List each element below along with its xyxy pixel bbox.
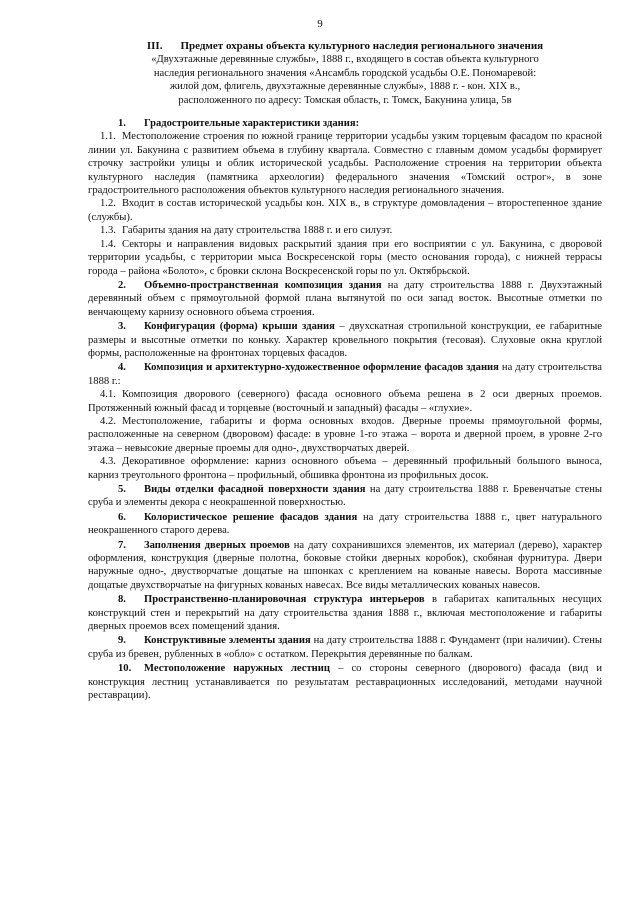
- section-paragraph: [88, 634, 602, 661]
- section-title: Объемно-пространственная композиция здания: [144, 279, 382, 291]
- section-title: Конструктивные элементы здания: [144, 635, 311, 647]
- section-number: 8.: [118, 594, 126, 606]
- subsection-paragraph: [88, 415, 602, 455]
- section-paragraph: [88, 511, 602, 538]
- section-paragraph: [88, 361, 602, 388]
- heading-subtitle-line: «Двухэтажные деревянные службы», 1888 г., входящего в состав объекта культурного: [151, 54, 539, 66]
- section-paragraph: [88, 320, 602, 360]
- section-text: на дату строительства 1888 г., цвет натурального неокрашенного старого дерева.: [88, 511, 602, 537]
- section-title: Пространственно-планировочная структура интерьеров: [144, 594, 425, 606]
- subsection-text: Входит в состав исторической усадьбы кон. XIX в., в структуре домовладения – второстепенное здание (службы).: [88, 198, 602, 223]
- subsection-paragraph: [88, 130, 602, 197]
- subsection-number: 4.2.: [100, 415, 116, 427]
- section-text: – двухскатная стропильной конструкции, ее габаритные размеры и высотные отметки по коньку. Характер кровельного покрытия (тесовая). Слуховые окна круглой формы, расположенные на фронтонах торцевых фасадов.: [88, 321, 602, 359]
- section-text: в габаритах капитальных несущих конструкций стен и перекрытий на дату строительства здания 1888 г., включая местоположение и габариты дверных проемов всех помещений здания.: [88, 594, 602, 633]
- section-paragraph: [88, 593, 602, 633]
- section-number: 3.: [118, 321, 126, 333]
- section-paragraph: [88, 117, 602, 130]
- section-title: Виды отделки фасадной поверхности здания: [144, 484, 366, 495]
- section-number: 5.: [118, 484, 126, 495]
- section-text: на дату строительства 1888 г. Двухэтажный деревянный объем с прямоугольной формой плана вытянутой по оси запад восток. Высотные отметки по венчающему карнизу основного объема строения.: [88, 279, 602, 318]
- subsection-number: 4.1.: [100, 389, 116, 401]
- section-title: Конфигурация (форма) крыши здания: [144, 321, 335, 333]
- subsection-paragraph: [88, 455, 602, 482]
- subsection-text: Местоположение строения по южной границе территории усадьбы узким торцевым фасадом по красной линии ул. Бакунина с развитием объема в глубину квартала. Совместно с главным домом усадьбы формирует строчку застройки улицы и облик исторической усадьбы. Расположение строения на территории объекта культурного наследия (памятника археологии) федерального значения «Томский острог», в зоне градостроительного расположения объектов культурного наследия регионального значения.: [88, 131, 602, 197]
- heading-subtitle-line: расположенного по адресу: Томская область, г. Томск, Бакунина улица, 5в: [178, 94, 512, 106]
- subsection-number: 4.3.: [100, 456, 116, 468]
- heading-title: Предмет охраны объекта культурного наследия регионального значения: [180, 40, 544, 52]
- section-number: 6.: [118, 511, 126, 523]
- section-paragraph: [88, 539, 602, 593]
- document-body: [88, 40, 602, 703]
- subsection-number: 1.4.: [100, 238, 116, 250]
- heading-roman-numeral: III.: [146, 40, 163, 52]
- section-number: 1.: [118, 118, 126, 130]
- section-title: Заполнения дверных проемов: [144, 539, 290, 551]
- section-text: на дату строительства 1888 г.:: [88, 362, 602, 387]
- section-text: – со стороны северного (дворового) фасада (вид и конструкция лестниц устанавливается по результатам реставрационных исследований, методами научной реставрации).: [88, 663, 602, 702]
- section-text: на дату сохранившихся элементов, их материал (дерево), характер оформления, конструкция (дверные полотна, боковые стойки дверных коробок), скобяная фурнитура. Двери наружные одно-, двустворчатые дощатые на шпонках с креплением на кованые навесы. Ворота массивные дощатые двухстворчатые на фигурных кованых навесах. Все виды металлических кованых навесов.: [88, 539, 602, 591]
- section-number: 7.: [118, 539, 126, 551]
- section-title: Градостроительные характеристики здания:: [144, 118, 360, 130]
- section-number: 4.: [118, 362, 126, 374]
- section-text: на дату строительства 1888 г. Фундамент (при наличии). Стены сруба из бревен, рубленных в «обло» с остатком. Перекрытия деревянные по балкам.: [88, 635, 602, 660]
- subsection-number: 1.1.: [100, 131, 116, 143]
- sections-list: [88, 117, 602, 702]
- page-number: 9: [317, 18, 323, 30]
- subsection-text: Секторы и направления видовых раскрытий здания при его восприятии с ул. Бакунина, с дворовой территории усадьбы, с территории мыса Воскресенской горы (место основания города), с нижней террасы города – района «Болото», с бровки склона Воскресенской горы по ул. Октябрьской.: [88, 238, 602, 277]
- section-heading: [88, 40, 602, 53]
- subsection-text: Декоративное оформление: карниз основного объема – деревянный профильный большого выноса, карниз треугольного фронтона – профильный, обшивка фронтона из профильных досок.: [88, 456, 602, 481]
- heading-subtitle: [88, 53, 602, 107]
- section-number: 10.: [118, 663, 132, 675]
- section-paragraph: [88, 483, 602, 510]
- section-paragraph: [88, 662, 602, 702]
- section-number: 9.: [118, 635, 126, 647]
- section-paragraph: [88, 279, 602, 319]
- subsection-text: Местоположение, габариты и форма основных входов. Дверные проемы прямоугольной формы, расположенные на северном (дворовом) фасаде: в уровне 1-го этажа – ворота и дверной проем, в уровне 2-го этажа – невысокие дверные проемы для одно-, двухстворчатых дверей.: [88, 415, 602, 454]
- section-title: Композиция и архитектурно-художественное оформление фасадов здания: [144, 362, 499, 374]
- heading-subtitle-line: наследия регионального значения «Ансамбль городской усадьбы О.Е. Пономаревой:: [153, 67, 537, 79]
- section-title: Местоположение наружных лестниц: [144, 663, 330, 675]
- subsection-text: Композиция дворового (северного) фасада основного объема решена в 2 оси дверных проемов. Протяженный южный фасад и торцевые (восточный и западный) фасады – «глухие».: [88, 389, 602, 414]
- subsection-paragraph: [88, 224, 602, 237]
- subsection-paragraph: [88, 238, 602, 278]
- subsection-text: Габариты здания на дату строительства 1888 г. и его силуэт.: [122, 225, 393, 237]
- subsection-paragraph: [88, 388, 602, 415]
- section-text: на дату строительства 1888 г. Бревенчатые стены сруба и элементы декора с неокрашенной поверхностью.: [88, 484, 602, 509]
- subsection-number: 1.2.: [100, 198, 116, 210]
- section-number: 2.: [118, 279, 126, 291]
- subsection-number: 1.3.: [100, 225, 116, 237]
- subsection-paragraph: [88, 197, 602, 224]
- heading-subtitle-line: жилой дом, флигель, двухэтажные деревянные службы», 1888 г. - кон. XIX в.,: [169, 81, 521, 93]
- section-title: Колористическое решение фасадов здания: [144, 511, 358, 523]
